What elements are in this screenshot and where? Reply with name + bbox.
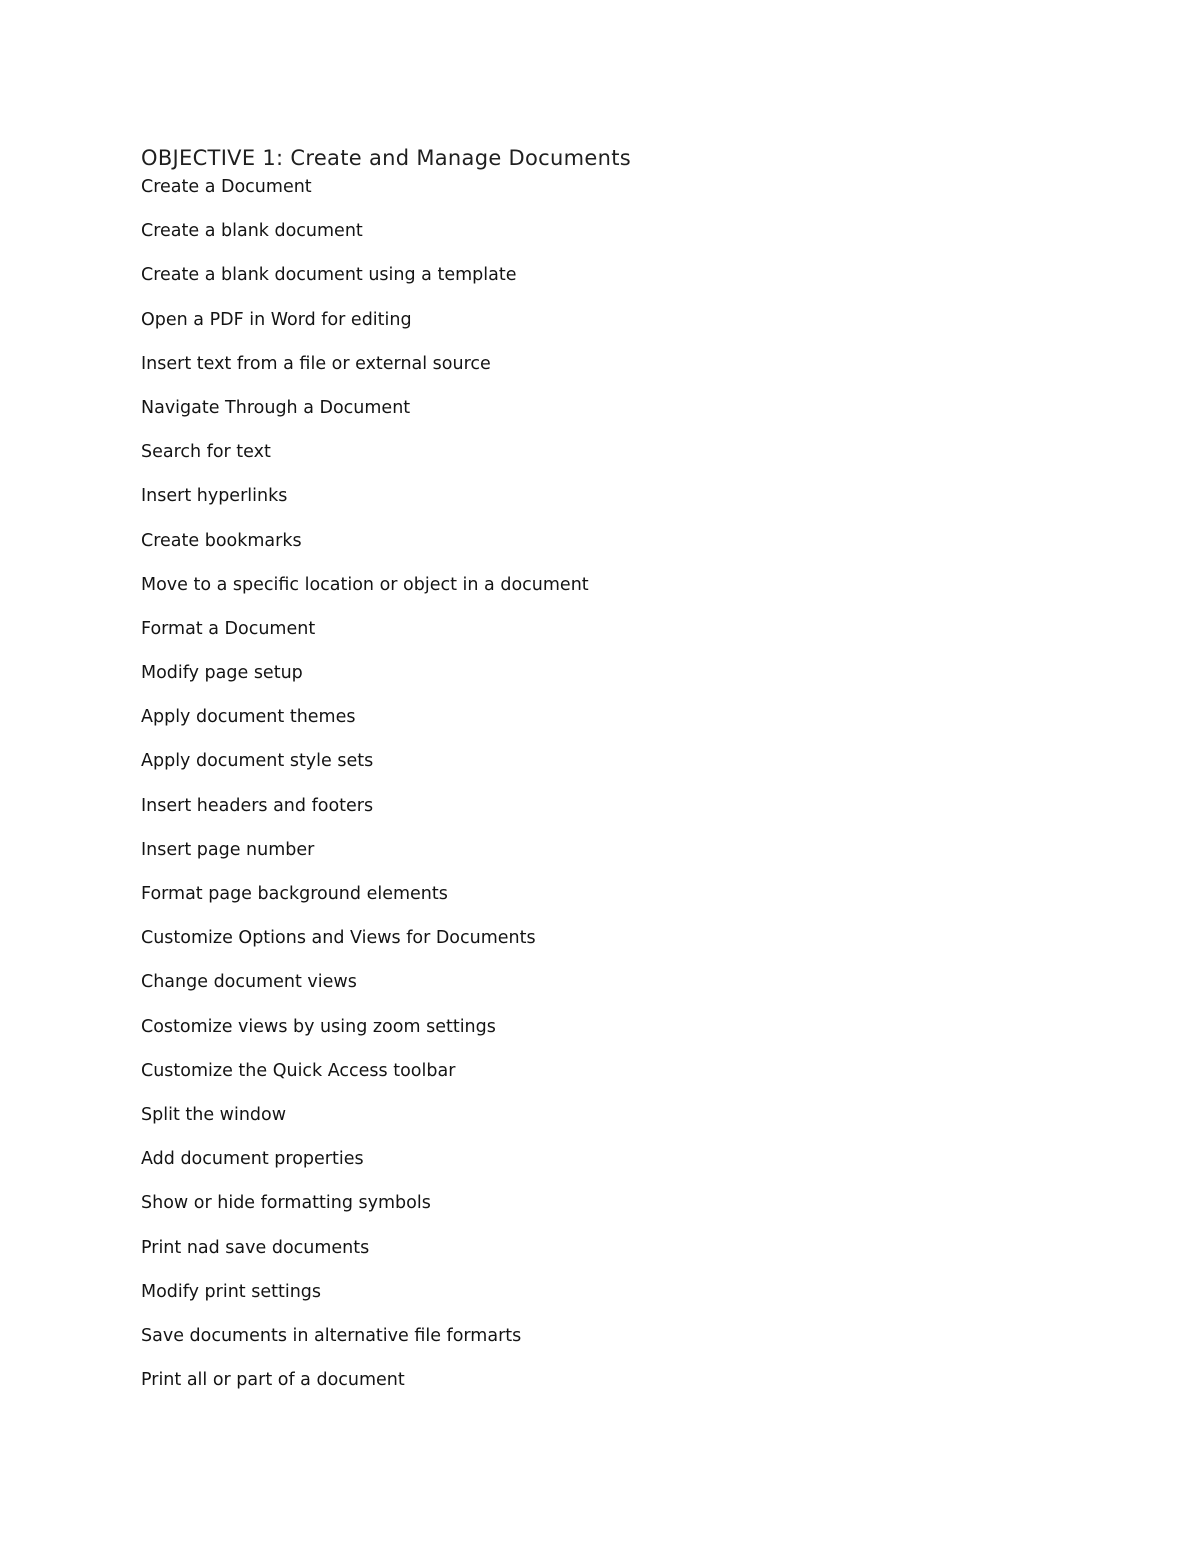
list-item: Create a blank document using a template <box>141 265 517 286</box>
list-item: Split the window <box>141 1104 287 1125</box>
list-item: Print all or part of a document <box>141 1370 405 1391</box>
document-heading: OBJECTIVE 1: Create and Manage Documents <box>141 146 631 170</box>
list-item: Format a Document <box>141 618 316 639</box>
list-item: Customize Options and Views for Documents <box>141 928 536 949</box>
list-item: Insert text from a file or external source <box>141 353 491 374</box>
list-item: Insert page number <box>141 839 315 860</box>
list-item: Create a blank document <box>141 221 363 242</box>
list-item: Open a PDF in Word for editing <box>141 309 412 330</box>
list-item: Save documents in alternative file formarts <box>141 1325 522 1346</box>
list-item: Modify print settings <box>141 1281 322 1302</box>
list-item: Navigate Through a Document <box>141 397 411 418</box>
list-item: Costomize views by using zoom settings <box>141 1016 496 1037</box>
list-item: Search for text <box>141 442 271 463</box>
list-item: Create a Document <box>141 177 312 197</box>
list-item: Apply document themes <box>141 707 356 728</box>
list-item: Modify page setup <box>141 663 303 684</box>
objective-list <box>141 174 589 1411</box>
list-item: Insert headers and footers <box>141 795 374 816</box>
list-item: Change document views <box>141 972 357 993</box>
list-item: Apply document style sets <box>141 751 374 772</box>
list-item: Print nad save documents <box>141 1237 370 1258</box>
list-item: Create bookmarks <box>141 530 302 551</box>
list-item: Move to a specific location or object in a document <box>141 574 589 595</box>
list-item: Add document properties <box>141 1149 364 1170</box>
list-item: Insert hyperlinks <box>141 486 288 507</box>
list-item: Customize the Quick Access toolbar <box>141 1060 456 1081</box>
list-item: Show or hide formatting symbols <box>141 1193 431 1214</box>
list-item: Format page background elements <box>141 884 448 904</box>
